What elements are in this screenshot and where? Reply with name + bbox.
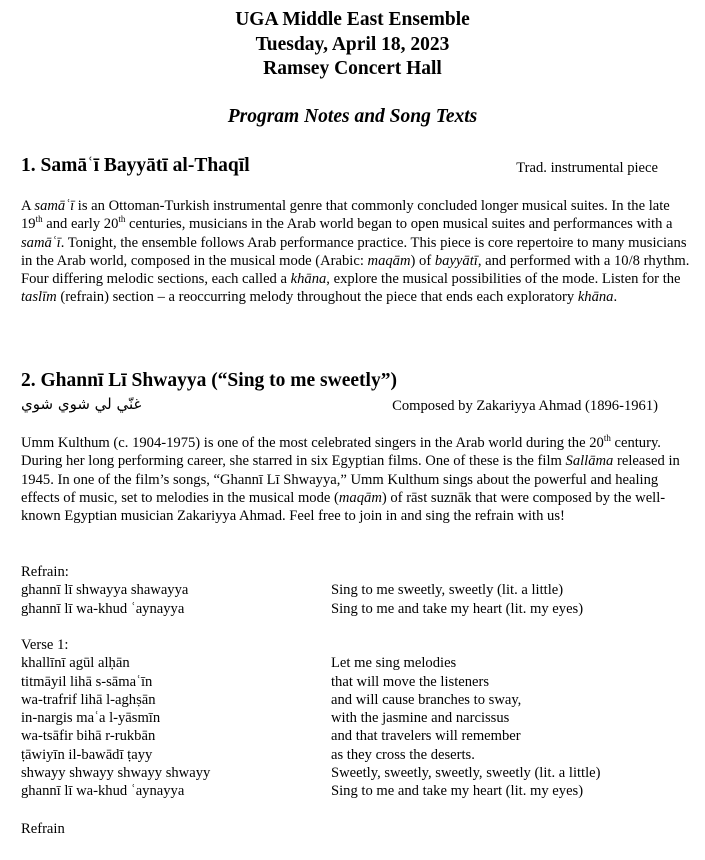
lyric-line: wa-trafrif lihā l-aghṣān	[21, 691, 156, 708]
lyric-line: wa-tsāfir bihā r-rukbān	[21, 728, 156, 745]
section1-title: 1. Samāʿī Bayyātī al-Thaqīl	[21, 155, 250, 176]
verse1-translation	[331, 654, 601, 800]
ensemble-name: UGA Middle East Ensemble	[235, 9, 470, 30]
translation-line: and will cause branches to sway,	[331, 691, 522, 708]
program-header	[0, 8, 705, 82]
section2-note: Composed by Zakariyya Ahmad (1896-1961)	[392, 398, 658, 414]
lyric-line: khallīnī agūl alḥān	[21, 655, 130, 672]
verse1-block	[21, 636, 210, 801]
refrain-footer-label: Refrain	[21, 821, 65, 837]
concert-venue: Ramsey Concert Hall	[263, 58, 442, 79]
lyric-line: ṭāwiyīn il-bawādī ṭayy	[21, 746, 153, 763]
program-subtitle: Program Notes and Song Texts	[227, 106, 478, 127]
section1-paragraph: A samāʿī is an Ottoman-Turkish instrumental genre that commonly concluded longer musical suites. In the late 19th and early 20th centuries, musicians in the Arab world began to open musical suites and performances with a samāʿī. Tonight, the ensemble follows Arab performance practice. This piece is core repertoire to many musicians in the Arab world, composed in the musical mode (Arabic: maqām) of bayyātī, and performed with a 10/8 rhythm. Four differing melodic sections, each called a khāna, explore the musical possibilities of the mode. Listen for the taslīm (refrain) section – a reoccurring melody throughout the piece that ends each exploratory khāna.	[21, 198, 690, 306]
translation-line: Sweetly, sweetly, sweetly, sweetly (lit. a little)	[331, 765, 601, 782]
refrain-label: Refrain:	[21, 564, 69, 580]
translation-line: Sing to me and take my heart (lit. my eyes)	[331, 783, 584, 800]
verse1-label: Verse 1:	[21, 637, 69, 653]
lyric-line: in-nargis maʿa l-yāsmīn	[21, 710, 161, 727]
translation-line: Let me sing melodies	[331, 655, 457, 672]
refrain-translation	[331, 581, 583, 618]
translation-line: Sing to me sweetly, sweetly (lit. a little)	[331, 582, 564, 599]
translation-line: Sing to me and take my heart (lit. my eyes)	[331, 600, 584, 617]
lyric-line: titmāyil lihā s-sāmaʿīn	[21, 673, 153, 690]
lyric-line: ghannī lī wa-khud ʿaynayya	[21, 600, 185, 617]
translation-line: as they cross the deserts.	[331, 746, 475, 763]
translation-line: with the jasmine and narcissus	[331, 710, 510, 727]
refrain-block	[21, 563, 188, 618]
lyric-line: shwayy shwayy shwayy shwayy	[21, 765, 211, 782]
concert-date: Tuesday, April 18, 2023	[255, 33, 450, 55]
lyric-line: ghannī lī wa-khud ʿaynayya	[21, 783, 185, 800]
translation-line: that will move the listeners	[331, 673, 490, 690]
section2-arabic-title: غنّي لي شوي شوي	[21, 395, 142, 413]
section2-paragraph: Umm Kulthum (c. 1904-1975) is one of the most celebrated singers in the Arab world during the 20th century. During her long performing career, she starred in six Egyptian films. One of these is the film Sallāma released in 1945. In one of the film’s songs, “Ghannī Lī Shwayya,” Umm Kulthum sings about the powerful and healing effects of music, set to melodies in the musical mode (maqām) of rāst suznāk that were composed by the well-known Egyptian musician Zakariyya Ahmad. Feel free to join in and sing the refrain with us!	[21, 433, 680, 525]
section2-title: 2. Ghannī Lī Shwayya (“Sing to me sweetly”)	[21, 370, 397, 391]
translation-line: and that travelers will remember	[331, 728, 521, 745]
section1-note: Trad. instrumental piece	[516, 160, 658, 176]
lyric-line: ghannī lī shwayya shawayya	[21, 582, 189, 599]
